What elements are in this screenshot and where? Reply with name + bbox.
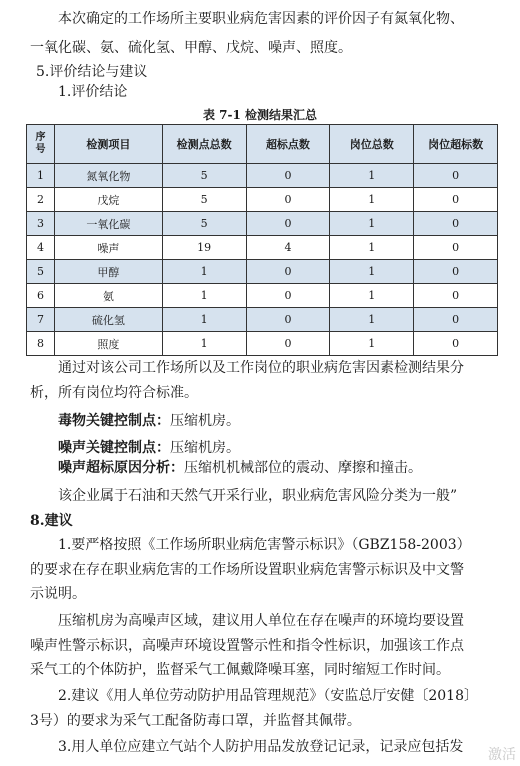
row-item: 照度	[54, 332, 162, 356]
row-posts-exceeded: 0	[414, 308, 498, 332]
row-item: 一氧化碳	[54, 212, 162, 236]
watermark: 激活	[488, 747, 516, 763]
row-posts-exceeded: 0	[414, 260, 498, 284]
row-points-exceeded: 0	[246, 188, 330, 212]
toxic-control-label: 毒物关键控制点：	[58, 413, 170, 429]
table-row	[27, 332, 498, 356]
row-item: 甲醇	[54, 260, 162, 284]
row-points-total: 19	[162, 236, 246, 260]
row-posts-total: 1	[330, 332, 414, 356]
suggestion-2-line-2: 3号）的要求为采气工配备防毒口罩，并监督其佩带。	[30, 713, 361, 729]
row-item: 戊烷	[54, 188, 162, 212]
row-points-total: 1	[162, 284, 246, 308]
conclusion-line-2: 析，所有岗位均符合标准。	[30, 385, 198, 401]
row-points-exceeded: 0	[246, 284, 330, 308]
table-header-row	[27, 125, 498, 164]
row-index: 8	[27, 332, 55, 356]
header-item: 检测项目	[54, 125, 162, 164]
suggestion-noise-line-2: 噪声性警示标识，高噪声环境设置警示性和指令性标识，加强该工作点	[30, 638, 464, 654]
suggestion-noise-line-1: 压缩机房为高噪声区域，建议用人单位在存在噪声的环境均要设置	[58, 613, 464, 629]
noise-control-value: 压缩机房。	[170, 440, 240, 456]
results-table	[26, 124, 498, 356]
suggestion-2-line-1: 2.建议《用人单位劳动防护用品管理规范》（安监总厅安健〔2018〕	[58, 688, 478, 704]
table-row	[27, 164, 498, 188]
header-index: 序号	[27, 125, 55, 164]
row-points-exceeded: 0	[246, 212, 330, 236]
row-posts-total: 1	[330, 308, 414, 332]
table-caption: 表 7-1 检测结果汇总	[202, 108, 318, 122]
row-posts-exceeded: 0	[414, 212, 498, 236]
section-heading-5: 5.评价结论与建议	[36, 64, 148, 80]
row-points-total: 5	[162, 164, 246, 188]
header-points-exceeded: 超标点数	[246, 125, 330, 164]
toxic-control-point	[58, 411, 240, 431]
intro-line-2: 一氧化碳、氨、硫化氢、甲醇、戊烷、噪声、照度。	[30, 40, 352, 56]
table-row	[27, 188, 498, 212]
row-posts-total: 1	[330, 212, 414, 236]
noise-cause-analysis	[58, 458, 422, 478]
suggestion-1-line-3: 示说明。	[30, 586, 86, 602]
row-posts-exceeded: 0	[414, 188, 498, 212]
row-points-total: 5	[162, 212, 246, 236]
row-points-exceeded: 0	[246, 260, 330, 284]
suggestion-3-line-1: 3.用人单位应建立气站个人防护用品发放登记记录，记录应包括发	[58, 739, 464, 755]
subsection-heading-5-1: 1.评价结论	[58, 84, 128, 100]
row-points-total: 1	[162, 308, 246, 332]
noise-control-label: 噪声关键控制点：	[58, 440, 170, 456]
row-posts-total: 1	[330, 164, 414, 188]
row-index: 1	[27, 164, 55, 188]
row-index: 5	[27, 260, 55, 284]
row-item: 氨	[54, 284, 162, 308]
table-row	[27, 212, 498, 236]
suggestion-1-line-1: 1.要严格按照《工作场所职业病危害警示标识》（GBZ158-2003）	[58, 537, 471, 553]
row-item: 氮氧化物	[54, 164, 162, 188]
row-points-exceeded: 0	[246, 332, 330, 356]
row-posts-total: 1	[330, 236, 414, 260]
table-row	[27, 236, 498, 260]
noise-control-point	[58, 438, 240, 458]
noise-cause-value: 压缩机机械部位的震动、摩擦和撞击。	[184, 460, 422, 476]
intro-line-1: 本次确定的工作场所主要职业病危害因素的评价因子有氮氧化物、	[58, 11, 464, 27]
suggestion-noise-line-3: 采气工的个体防护，监督采气工佩戴降噪耳塞，同时缩短工作时间。	[30, 662, 450, 678]
row-item: 噪声	[54, 236, 162, 260]
row-posts-total: 1	[330, 284, 414, 308]
row-posts-exceeded: 0	[414, 164, 498, 188]
header-points-total: 检测点总数	[162, 125, 246, 164]
row-item: 硫化氢	[54, 308, 162, 332]
row-index: 4	[27, 236, 55, 260]
header-posts-exceeded: 岗位超标数	[414, 125, 498, 164]
noise-cause-label: 噪声超标原因分析：	[58, 460, 184, 476]
row-index: 2	[27, 188, 55, 212]
table-row	[27, 260, 498, 284]
row-points-exceeded: 0	[246, 164, 330, 188]
section-heading-8: 8.建议	[30, 513, 73, 529]
suggestion-1-line-2: 的要求在存在职业病危害的工作场所设置职业病危害警示标识及中文警	[30, 562, 464, 578]
row-posts-exceeded: 0	[414, 284, 498, 308]
toxic-control-value: 压缩机房。	[170, 413, 240, 429]
risk-classification: 该企业属于石油和天然气开采行业，职业病危害风险分类为一般”	[58, 488, 458, 504]
table-row	[27, 284, 498, 308]
row-points-total: 1	[162, 260, 246, 284]
table-row	[27, 308, 498, 332]
row-index: 7	[27, 308, 55, 332]
row-posts-exceeded: 0	[414, 236, 498, 260]
row-posts-total: 1	[330, 260, 414, 284]
row-posts-exceeded: 0	[414, 332, 498, 356]
row-points-exceeded: 4	[246, 236, 330, 260]
header-posts-total: 岗位总数	[330, 125, 414, 164]
row-index: 3	[27, 212, 55, 236]
row-posts-total: 1	[330, 188, 414, 212]
row-points-exceeded: 0	[246, 308, 330, 332]
row-index: 6	[27, 284, 55, 308]
conclusion-line-1: 通过对该公司工作场所以及工作岗位的职业病危害因素检测结果分	[58, 360, 464, 376]
row-points-total: 1	[162, 332, 246, 356]
row-points-total: 5	[162, 188, 246, 212]
